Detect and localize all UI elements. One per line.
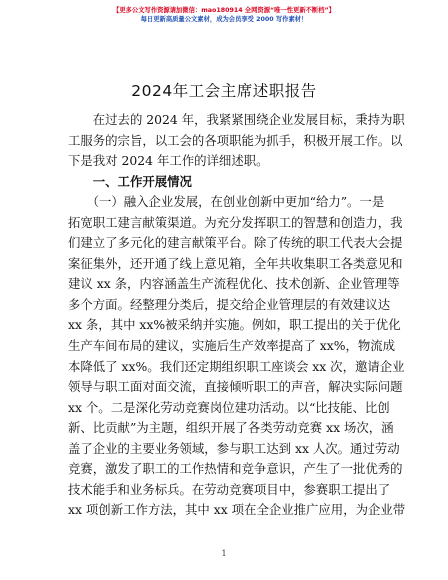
body-line-18: 竞赛，激发了职工的工作热情和竞争意识，产生了一批优秀的 <box>68 461 403 477</box>
page-number: 1 <box>221 549 227 558</box>
body-line-10: 多个方面。经整理分类后，提交给企业管理层的有效建议达 <box>68 296 391 312</box>
body-line-8: 案征集外，还开通了线上意见箱，全年共收集职工各类意见和 <box>68 255 403 271</box>
document-title: 2024年工会主席述职报告 <box>131 82 317 100</box>
promo-banner <box>0 6 448 24</box>
body-line-3: 下是我对 2024 年工作的详细述职。 <box>68 153 269 169</box>
body-line-16: 新、比贡献”为主题，组织开展了各类劳动竞赛 xx 场次，涵 <box>68 420 394 436</box>
body-line-9: 建议 xx 条，内容涵盖生产流程优化、技术创新、企业管理等 <box>68 276 400 292</box>
body-line-5: （一）融入企业发展，在创业创新中更加“给力”。一是 <box>68 194 385 210</box>
body-line-2: 工服务的宗旨，以工会的各项职能为抓手，积极开展工作。以 <box>68 132 403 148</box>
promo-banner-line-1: 【更多公文写作资源请加微信：mao180914 全网资源“唯一性更新不断档”】 <box>113 7 335 14</box>
body-line-19: 技术能手和业务标兵。在劳动竞赛项目中，参赛职工提出了 <box>68 481 391 497</box>
body-line-6: 拓宽职工建言献策渠道。为充分发挥职工的智慧和创造力，我 <box>68 214 403 230</box>
body-line-17: 盖了企业的主要业务领域，参与职工达到 xx 人次。通过劳动 <box>68 440 400 456</box>
body-line-15: xx 个。二是深化劳动竞赛岗位建功活动。以“比技能、比创 <box>68 399 390 415</box>
body-line-11: xx 条，其中 xx%被采纳并实施。例如，职工提出的关于优化 <box>68 317 401 333</box>
body-line-14: 领导与职工面对面交流，直接倾听职工的声音，解决实际问题 <box>68 379 403 395</box>
body-line-20: xx 项创新工作方法，其中 xx 项在全企业推广应用，为企业带 <box>68 502 406 518</box>
body-line-1: 在过去的 2024 年，我紧紧围绕企业发展目标，秉持为职 <box>68 112 405 127</box>
section-heading: 一、工作开展情况 <box>68 173 192 189</box>
body-line-7: 们建立了多元化的建言献策平台。除了传统的职工代表大会提 <box>68 235 403 251</box>
promo-banner-line-2: 每日更新高质量公文素材，成为会员享受 2000 写作素材！ <box>140 16 308 23</box>
document-body <box>68 110 406 521</box>
body-line-12: 生产车间布局的建议，实施后生产效率提高了 xx%，物流成 <box>68 338 396 354</box>
body-line-13: 本降低了 xx%。我们还定期组织职工座谈会 xx 次，邀请企业 <box>68 358 405 374</box>
